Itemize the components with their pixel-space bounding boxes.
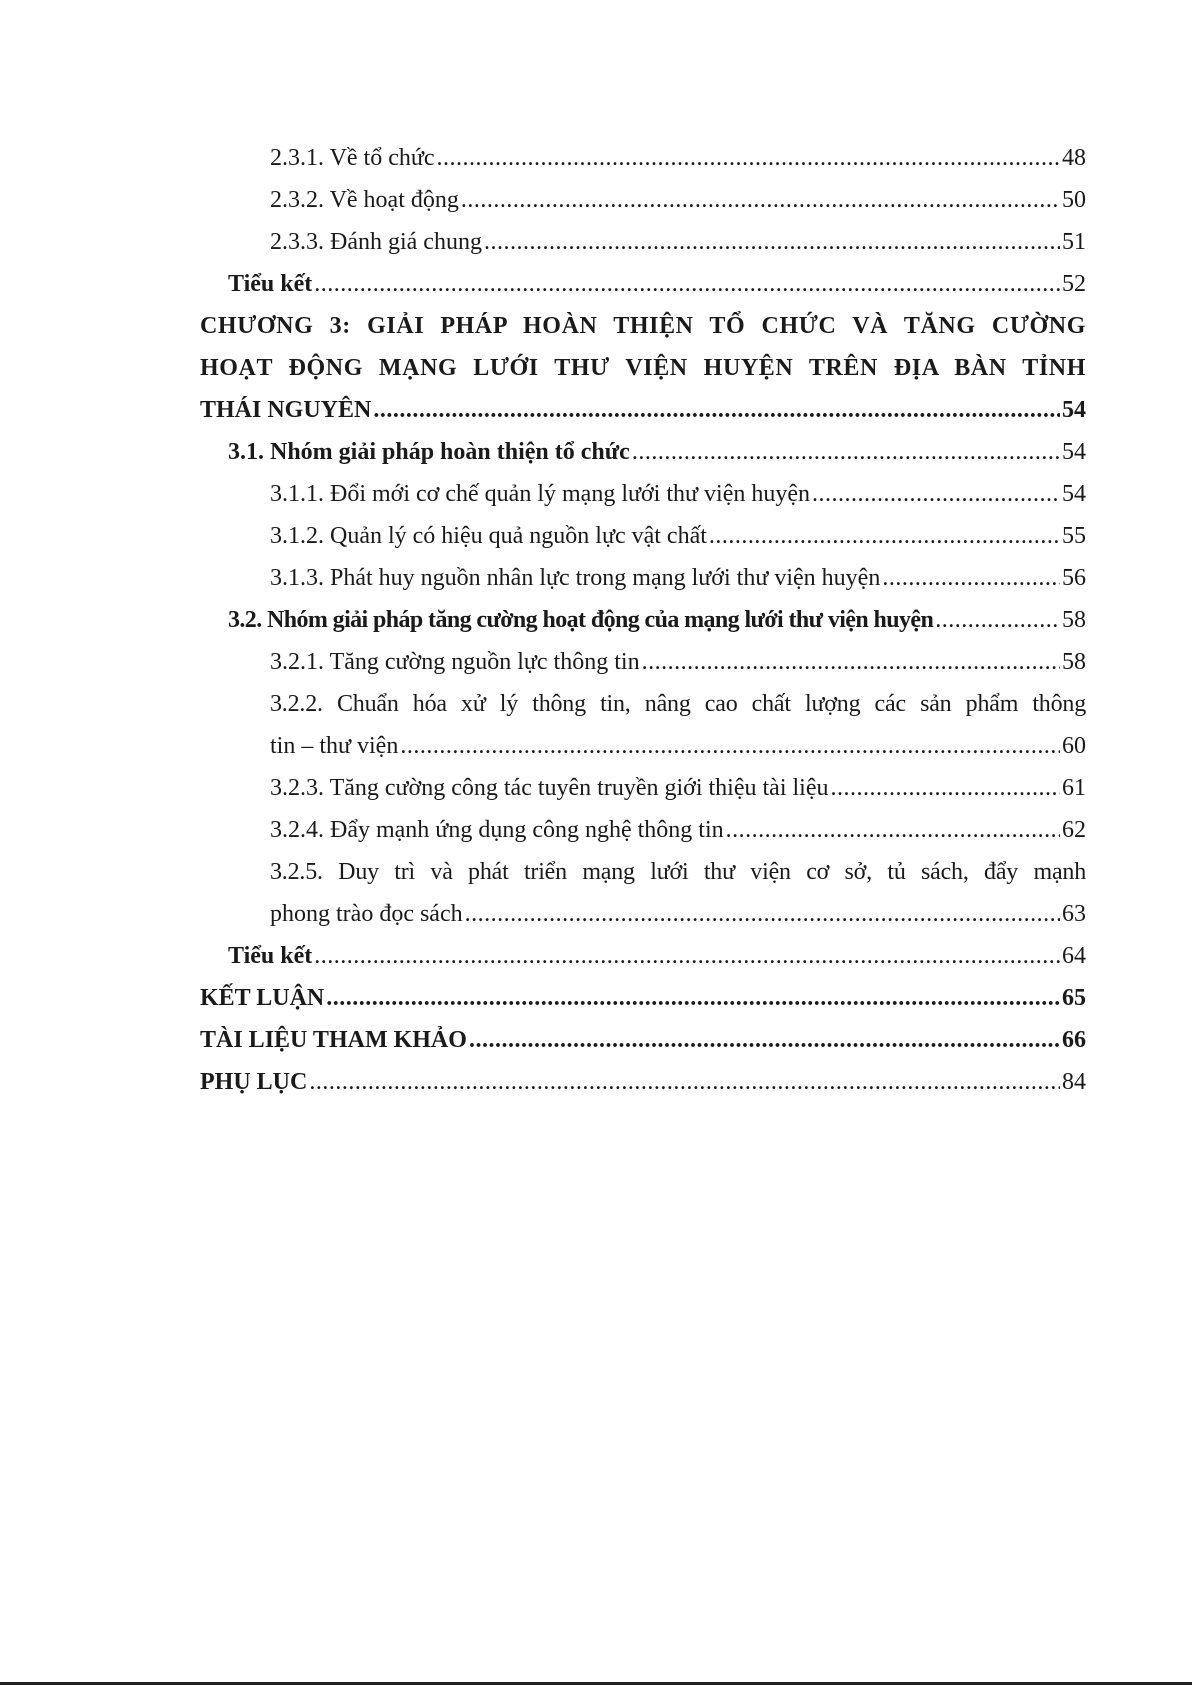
- toc-title: 3.1.2. Quản lý có hiệu quả nguồn lực vật chất: [270, 523, 707, 549]
- toc-wrapped-last-line: [200, 893, 1086, 935]
- dot-leader: [632, 431, 1060, 473]
- toc-entry-tieu-ket-ch2[interactable]: [200, 263, 1086, 305]
- toc-page-number: 62: [1062, 817, 1086, 843]
- table-of-contents: [200, 137, 1086, 1103]
- toc-entry-2-3-3[interactable]: [200, 221, 1086, 263]
- toc-title: Tiểu kết: [228, 943, 313, 969]
- dot-leader: [935, 599, 1060, 641]
- dot-leader: [726, 809, 1060, 851]
- toc-entry-tai-lieu-tham-khao[interactable]: [200, 1019, 1086, 1061]
- toc-entry-phu-luc[interactable]: [200, 1061, 1086, 1103]
- toc-entry-3-1-3[interactable]: [200, 557, 1086, 599]
- toc-page-number: 54: [1062, 397, 1086, 423]
- toc-entry-tieu-ket-ch3[interactable]: [200, 935, 1086, 977]
- toc-title: THÁI NGUYÊN: [200, 397, 372, 423]
- toc-page-number: 65: [1062, 985, 1086, 1011]
- toc-page-number: 52: [1062, 271, 1086, 297]
- toc-page-number: 58: [1062, 649, 1086, 675]
- toc-entry-3-2-2[interactable]: [200, 683, 1086, 767]
- toc-page-number: 58: [1062, 607, 1086, 633]
- toc-page-number: 54: [1062, 439, 1086, 465]
- toc-title-continued: phong trào đọc sách: [270, 901, 463, 927]
- dot-leader: [709, 515, 1060, 557]
- toc-title: KẾT LUẬN: [200, 985, 325, 1011]
- toc-page-number: 61: [1062, 775, 1086, 801]
- toc-page-number: 54: [1062, 481, 1086, 507]
- toc-wrapped-line: [200, 851, 1086, 893]
- toc-page-number: 66: [1062, 1027, 1086, 1053]
- dot-leader: [314, 263, 1060, 305]
- toc-title: 3.2.5. Duy trì và phát triển mạng lưới thư viện cơ sở, tủ sách, đẩy mạnh: [270, 859, 1086, 885]
- toc-entry-3-2-5[interactable]: [200, 851, 1086, 935]
- dot-leader: [400, 725, 1060, 767]
- dot-leader: [373, 389, 1060, 431]
- toc-entry-ket-luan[interactable]: [200, 977, 1086, 1019]
- toc-page-number: 63: [1062, 901, 1086, 927]
- chapter-title-line: HOẠT ĐỘNG MẠNG LƯỚI THƯ VIỆN HUYỆN TRÊN ĐỊA BÀN TỈNH: [200, 355, 1086, 381]
- dot-leader: [437, 137, 1060, 179]
- toc-entry-2-3-1[interactable]: [200, 137, 1086, 179]
- toc-title: 3.1.1. Đổi mới cơ chế quản lý mạng lưới thư viện huyện: [270, 481, 810, 507]
- toc-entry-3-2-3[interactable]: [200, 767, 1086, 809]
- toc-wrapped-last-line: [200, 725, 1086, 767]
- toc-page-number: 51: [1062, 229, 1086, 255]
- dot-leader: [465, 893, 1060, 935]
- toc-entry-chapter-3[interactable]: [200, 305, 1086, 431]
- dot-leader: [882, 557, 1060, 599]
- dot-leader: [309, 1061, 1060, 1103]
- toc-title-continued: tin – thư viện: [270, 733, 399, 759]
- dot-leader: [469, 1019, 1060, 1061]
- dot-leader: [812, 473, 1060, 515]
- toc-page-number: 64: [1062, 943, 1086, 969]
- toc-title: 3.2. Nhóm giải pháp tăng cường hoạt động của mạng lưới thư viện huyện: [228, 607, 934, 633]
- toc-title: 2.3.1. Về tổ chức: [270, 145, 435, 171]
- toc-page-number: 55: [1062, 523, 1086, 549]
- toc-title: 3.1.3. Phát huy nguồn nhân lực trong mạng lưới thư viện huyện: [270, 565, 881, 591]
- toc-title: 3.2.2. Chuẩn hóa xử lý thông tin, nâng cao chất lượng các sản phẩm thông: [270, 691, 1086, 717]
- toc-title: 2.3.2. Về hoạt động: [270, 187, 459, 213]
- toc-title: Tiểu kết: [228, 271, 313, 297]
- dot-leader: [326, 977, 1060, 1019]
- dot-leader: [830, 767, 1060, 809]
- toc-title: PHỤ LỤC: [200, 1069, 308, 1095]
- toc-entry-3-1-2[interactable]: [200, 515, 1086, 557]
- toc-page-number: 48: [1062, 145, 1086, 171]
- dot-leader: [642, 641, 1060, 683]
- toc-title: 3.2.3. Tăng cường công tác tuyên truyền giới thiệu tài liệu: [270, 775, 829, 801]
- toc-entry-3-2-4[interactable]: [200, 809, 1086, 851]
- toc-title: 2.3.3. Đánh giá chung: [270, 229, 482, 255]
- toc-entry-2-3-2[interactable]: [200, 179, 1086, 221]
- toc-entry-3-1[interactable]: [200, 431, 1086, 473]
- toc-wrapped-line: [200, 683, 1086, 725]
- toc-page-number: 56: [1062, 565, 1086, 591]
- toc-entry-3-2[interactable]: [200, 599, 1086, 641]
- toc-entry-3-2-1[interactable]: [200, 641, 1086, 683]
- toc-page-number: 50: [1062, 187, 1086, 213]
- chapter-title-last-line: [200, 389, 1086, 431]
- toc-title: TÀI LIỆU THAM KHẢO: [200, 1027, 467, 1053]
- dot-leader: [484, 221, 1060, 263]
- toc-title: 3.2.4. Đẩy mạnh ứng dụng công nghệ thông tin: [270, 817, 724, 843]
- toc-title: 3.1. Nhóm giải pháp hoàn thiện tổ chức: [228, 439, 630, 465]
- toc-title: 3.2.1. Tăng cường nguồn lực thông tin: [270, 649, 640, 675]
- toc-page-number: 84: [1062, 1069, 1086, 1095]
- toc-entry-3-1-1[interactable]: [200, 473, 1086, 515]
- dot-leader: [461, 179, 1060, 221]
- dot-leader: [314, 935, 1060, 977]
- toc-page-number: 60: [1062, 733, 1086, 759]
- chapter-title-line: CHƯƠNG 3: GIẢI PHÁP HOÀN THIỆN TỔ CHỨC VÀ TĂNG CƯỜNG: [200, 313, 1086, 339]
